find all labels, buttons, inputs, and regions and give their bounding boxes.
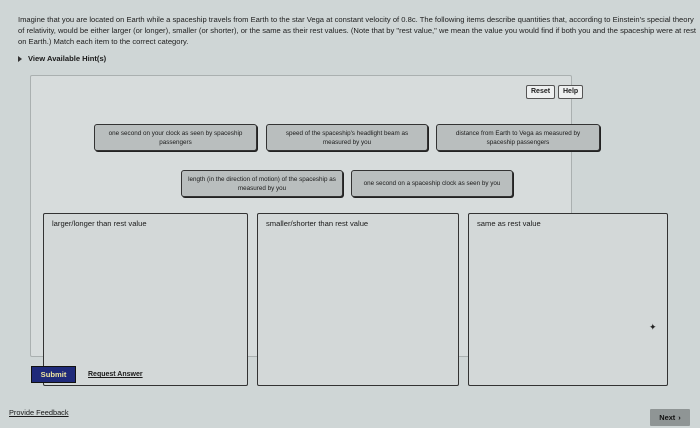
reset-button[interactable]: Reset xyxy=(526,85,555,99)
category-label: smaller/shorter than rest value xyxy=(266,219,369,228)
next-label: Next xyxy=(659,413,676,422)
draggable-item[interactable] xyxy=(436,124,600,151)
drop-zone-larger[interactable] xyxy=(43,213,248,386)
mouse-cursor-icon: ✦ xyxy=(649,322,657,332)
drop-zone-smaller[interactable] xyxy=(257,213,459,386)
next-button[interactable] xyxy=(650,409,690,426)
draggable-item[interactable] xyxy=(94,124,257,151)
drop-zone-same[interactable] xyxy=(468,213,668,386)
item-label: one second on your clock as seen by spaceship passengers xyxy=(108,129,243,146)
request-answer-link[interactable]: Request Answer xyxy=(88,371,143,378)
item-label: length (in the direction of motion) of the spaceship as measured by you xyxy=(188,175,336,192)
item-label: distance from Earth to Vega as measured by spaceship passengers xyxy=(455,129,581,146)
chevron-right-icon: › xyxy=(678,413,681,422)
draggable-item[interactable] xyxy=(266,124,428,151)
category-label: same as rest value xyxy=(477,219,541,228)
item-label: speed of the spaceship's headlight beam as measured by you xyxy=(285,129,409,146)
view-hints-toggle[interactable] xyxy=(18,54,106,63)
category-label: larger/longer than rest value xyxy=(52,219,147,228)
question-text: Imagine that you are located on Earth while a spaceship travels from Earth to the star Vega at constant velocity of 0.8c. The following items describe quantities that, according to Einstein's special theory of relativity, would be either larger (or longer), smaller (or shorter), or the same as their rest values. (Note that by "rest value," we mean the value you would find if both you and the spaceship were at rest on Earth.) Match each item to the correct category. xyxy=(18,15,697,46)
view-hints-label: View Available Hint(s) xyxy=(28,54,107,63)
draggable-item[interactable] xyxy=(181,170,343,197)
draggable-item[interactable] xyxy=(351,170,513,197)
drag-drop-panel xyxy=(30,75,581,357)
help-button[interactable]: Help xyxy=(558,85,583,99)
submit-button[interactable]: Submit xyxy=(31,366,76,383)
triangle-right-icon xyxy=(18,56,22,62)
item-label: one second on a spaceship clock as seen by you xyxy=(363,180,501,187)
provide-feedback-link[interactable]: Provide Feedback xyxy=(9,408,69,417)
